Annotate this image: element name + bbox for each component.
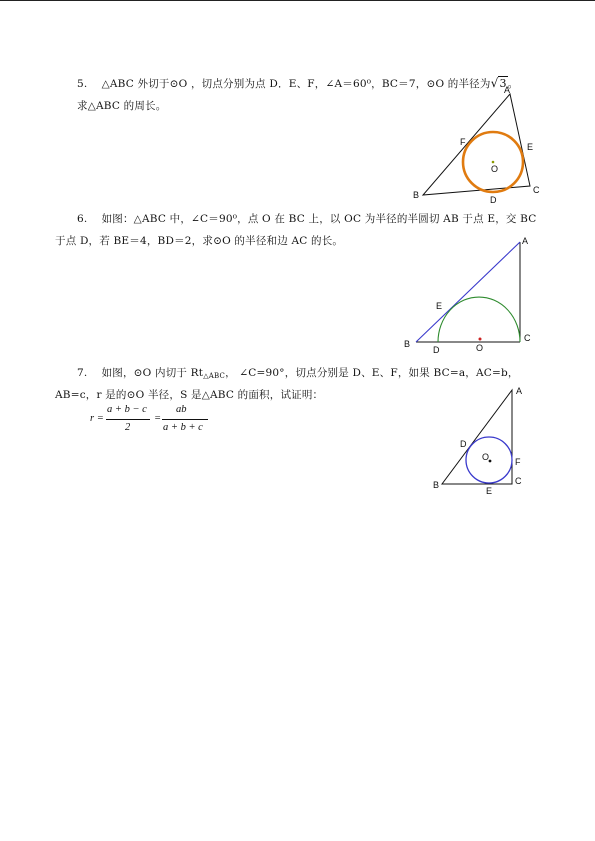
label-e: E xyxy=(486,486,493,496)
center-dot xyxy=(492,161,495,164)
formula-lhs: r = xyxy=(90,413,104,424)
label-a: A xyxy=(522,236,529,246)
problem-6-text: 如图：△ABC 中，∠C＝90⁰，点 O 在 BC 上，以 OC 为半径的半圆切 AB 于点 E，交 BC xyxy=(101,213,537,225)
top-rule xyxy=(0,0,595,1)
center-dot xyxy=(489,460,492,463)
sqrt-value: 3 xyxy=(499,77,507,90)
label-d: D xyxy=(433,345,440,355)
formula-numerator-2: ab xyxy=(176,404,187,415)
problem-5-figure xyxy=(400,85,560,208)
label-o: O xyxy=(476,343,484,353)
subscript-abc: △ABC xyxy=(203,372,226,380)
label-f: F xyxy=(515,457,521,467)
formula xyxy=(90,404,220,438)
label-c: C xyxy=(515,476,522,486)
fraction-bar-1 xyxy=(106,419,150,420)
problem-7-text-a: 如图，⊙O 内切于 Rt xyxy=(101,367,204,379)
semicircle-arc xyxy=(438,297,520,342)
problem-7-figure xyxy=(430,384,550,504)
fraction-bar-2 xyxy=(162,419,208,420)
label-b: B xyxy=(413,190,420,200)
label-d: D xyxy=(460,439,467,449)
problem-6-figure xyxy=(400,234,550,354)
label-c: C xyxy=(533,185,540,195)
label-a: A xyxy=(516,386,523,396)
sqrt-expression: √3 xyxy=(490,76,507,90)
formula-denominator-2: a + b + c xyxy=(163,422,203,433)
label-f: F xyxy=(460,137,466,147)
problem-7-line-2: AB=c，r 是的⊙O 半径，S 是△ABC 的面积，试证明： xyxy=(55,389,324,401)
problem-5-text-end: 。 xyxy=(507,78,519,90)
label-o: O xyxy=(491,164,499,174)
label-d: D xyxy=(490,195,497,205)
label-a: A xyxy=(504,85,511,95)
label-e: E xyxy=(527,142,534,152)
triangle-abc xyxy=(423,94,530,195)
label-b: B xyxy=(404,339,411,349)
problem-5-line-2: 求△ABC 的周长。 xyxy=(77,100,167,112)
problem-6-line-2: 于点 D，若 BE＝4，BD＝2，求⊙O 的半径和边 AC 的长。 xyxy=(55,235,344,247)
triangle-abc xyxy=(442,390,512,484)
label-c: C xyxy=(524,333,531,343)
problem-5-text: △ABC 外切于⊙O ，切点分别为点 D．E、F，∠A＝60⁰，BC＝7，⊙O 的半径为 xyxy=(101,78,491,90)
label-e: E xyxy=(436,301,443,311)
label-o: O xyxy=(482,452,490,462)
label-b: B xyxy=(433,480,440,490)
problem-7-number: 7. xyxy=(77,367,88,379)
problem-6-line-1 xyxy=(77,212,537,226)
center-dot xyxy=(479,338,482,341)
problem-7-text-b: ， ∠C=90°，切点分别是 D、E、F，如果 BC=a，AC=b， xyxy=(225,367,519,379)
problem-5-number: 5. xyxy=(77,78,88,90)
problem-6-number: 6. xyxy=(77,213,88,225)
formula-numerator-1: a + b − c xyxy=(107,404,147,415)
formula-equals: = xyxy=(154,413,162,424)
side-ab xyxy=(416,242,520,342)
formula-denominator-1: 2 xyxy=(125,422,131,433)
problem-7-line-1 xyxy=(77,366,519,383)
